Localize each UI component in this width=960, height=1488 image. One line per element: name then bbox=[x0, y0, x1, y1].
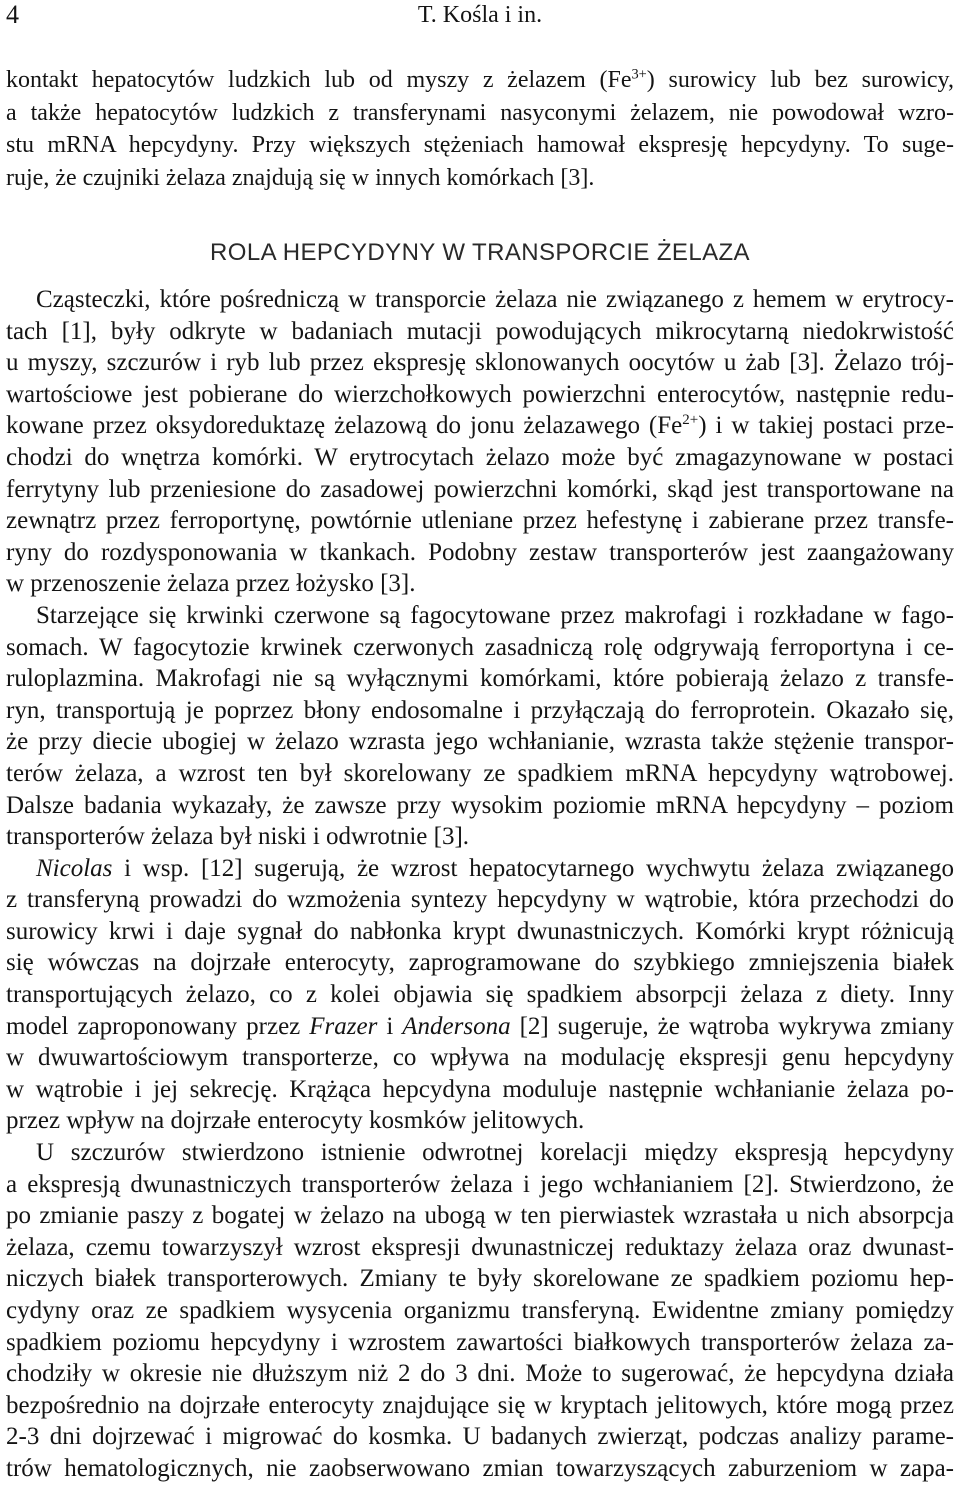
text-run: w wątrobie i jej sekrecję. Krążąca hepcydyna moduluje następnie wchłanianie żelaza po- bbox=[6, 1075, 954, 1103]
text-run: a także hepatocytów ludzkich z transferynami nasyconymi żelazem, nie powodował wzro- bbox=[6, 99, 954, 126]
text-run: wartościowe jest pobierane do wierzchołkowych powierzchni enterocytów, następnie redu- bbox=[6, 380, 954, 408]
text-line bbox=[6, 97, 954, 130]
text-run: u myszy, szczurów i ryb lub przez ekspresję sklonowanych oocytów u żab [3]. Żelazo trój- bbox=[6, 349, 954, 377]
text-line bbox=[6, 1358, 954, 1390]
text-line bbox=[6, 316, 954, 348]
text-line bbox=[6, 1074, 954, 1106]
text-run: Dalsze badania wykazały, że zawsze przy wysokim poziomie mRNA hepcydyny – poziom bbox=[6, 791, 954, 819]
text-line bbox=[6, 1263, 954, 1295]
text-run: tach [1], były odkryte w badaniach mutacji powodujących mikrocytarną niedokrwistość bbox=[6, 317, 954, 345]
text-line bbox=[6, 505, 954, 537]
text-run: ruloplazmina. Makrofagi nie są wyłącznymi komórkami, które pobierają żelazo z transfe- bbox=[6, 665, 954, 693]
text-line bbox=[6, 600, 954, 632]
text-run: ) i w takiej postaci prze- bbox=[698, 412, 954, 440]
text-line bbox=[6, 1169, 954, 1201]
text-run: że przy diecie ubogiej w żelazo wzrasta jego wchłanianie, wzrasta także stężenie transpor- bbox=[6, 728, 954, 756]
text-run: spadkiem poziomu hepcydyny i wzrostem zawartości białkowych transporterów żelaza za- bbox=[6, 1328, 954, 1356]
text-line bbox=[6, 284, 954, 316]
text-run: ) surowicy lub bez surowicy, bbox=[646, 67, 954, 93]
text-line bbox=[6, 162, 954, 195]
text-run: model zaproponowany przez bbox=[6, 1012, 310, 1040]
paragraph-iron-transport bbox=[6, 284, 954, 600]
text-run: z transferyną prowadzi do wzmożenia syntezy hepcydyny w wątrobie, która przechodzi do bbox=[6, 886, 954, 914]
text-run: 2-3 dni dojrzewać i migrować do kosmka. U badanych zwierząt, podczas analizy parame- bbox=[6, 1423, 954, 1451]
text-run: surowicy krwi i daje sygnał do nabłonka krypt dwunastniczych. Komórki krypt różnicują bbox=[6, 917, 954, 945]
text-run: po zmianie paszy z bogatej w żelazo na ubogą w ten pierwiastek wzrastała u nich absorpcja bbox=[6, 1202, 954, 1230]
text-line bbox=[6, 853, 954, 885]
text-run: somach. W fagocytozie krwinek czerwonych zasadniczą rolę odgrywają ferroportyna i ce- bbox=[6, 633, 954, 661]
text-line bbox=[6, 1105, 954, 1137]
text-run: Starzejące się krwinki czerwone są fagocytowane przez makrofagi i rozkładane w fago- bbox=[36, 601, 954, 629]
page-number: 4 bbox=[6, 0, 19, 29]
text-line bbox=[6, 632, 954, 664]
text-run: ryn, transportują je poprzez błony endosomalne i przyłączają do ferroprotein. Okazało się, bbox=[6, 696, 954, 724]
text-run: ferrytyny lub przeniesione do zasadowej powierzchni komórki, skąd jest transportowane na bbox=[6, 475, 954, 503]
paragraph-nicolas-model bbox=[6, 853, 954, 1137]
text-line bbox=[6, 1327, 954, 1359]
text-line bbox=[6, 379, 954, 411]
text-run: terów żelaza, a wzrost ten był skorelowany ze spadkiem mRNA hepcydyny wątrobowej. bbox=[6, 759, 954, 787]
text-line bbox=[6, 1390, 954, 1422]
text-line bbox=[6, 695, 954, 727]
text-line bbox=[6, 1011, 954, 1043]
text-run: i bbox=[377, 1012, 403, 1040]
body-text bbox=[6, 284, 954, 1485]
text-line bbox=[6, 947, 954, 979]
text-run: bezpośrednio na dojrzałe enterocyty znajdujące się w kryptach jelitowych, które mogą przez bbox=[6, 1391, 954, 1419]
text-line bbox=[6, 663, 954, 695]
text-run: chodzi do wnętrza komórki. W erytrocytach żelazo może być zmagazynowane w postaci bbox=[6, 443, 954, 471]
text-run: [2] sugeruje, że wątroba wykrywa zmiany bbox=[510, 1012, 954, 1040]
text-run: trów hematologicznych, nie zaobserwowano zmian towarzyszących zaburzeniom w zapa- bbox=[6, 1454, 954, 1482]
text-run: się wówczas na dojrzałe enterocyty, zaprogramowane do szybkiego zmniejszenia białek bbox=[6, 949, 954, 977]
italic-author-name: Nicolas bbox=[36, 854, 113, 882]
superscript-charge: 2+ bbox=[682, 412, 699, 429]
text-line bbox=[6, 821, 954, 853]
text-line bbox=[6, 129, 954, 162]
text-run: ryny do rozdysponowania w tkankach. Podobny zestaw transporterów jest zaangażowany bbox=[6, 538, 954, 566]
text-run: kontakt hepatocytów ludzkich lub od myszy z żelazem (Fe bbox=[6, 67, 632, 93]
text-line bbox=[6, 790, 954, 822]
section-heading: ROLA HEPCYDYNY W TRANSPORCIE ŻELAZA bbox=[210, 239, 750, 266]
paragraph-rat-studies bbox=[6, 1137, 954, 1485]
text-run: w dwuwartościowym transporterze, co wpływa na modulację ekspresji genu hepcydyny bbox=[6, 1044, 954, 1072]
text-line bbox=[6, 442, 954, 474]
text-line bbox=[6, 758, 954, 790]
text-line bbox=[6, 916, 954, 948]
text-run: chodziły w okresie nie dłuższym niż 2 do 3 dni. Może to sugerować, że hepcydyna działa bbox=[6, 1360, 954, 1388]
text-line bbox=[6, 1042, 954, 1074]
text-line bbox=[6, 1295, 954, 1327]
text-line bbox=[6, 64, 954, 97]
paragraph-macrophages bbox=[6, 600, 954, 853]
text-run: żelaza, czemu towarzyszył wzrost ekspresji dwunastniczej reduktazy żelaza oraz dwunast- bbox=[6, 1233, 954, 1261]
running-header bbox=[6, 0, 954, 30]
text-run: U szczurów stwierdzono istnienie odwrotnej korelacji między ekspresją hepcydyny bbox=[36, 1139, 954, 1167]
text-run: kowane przez oksydoreduktazę żelazową do jonu żelazawego (Fe bbox=[6, 412, 683, 440]
text-run: przez wpływ na dojrzałe enterocyty kosmków jelitowych. bbox=[6, 1107, 585, 1135]
text-line bbox=[6, 1137, 954, 1169]
italic-author-name: Andersona bbox=[402, 1012, 511, 1040]
text-run: transportujących żelazo, co z kolei objawia się spadkiem absorpcji żelaza z diety. Inny bbox=[6, 981, 954, 1009]
running-title: T. Kośla i in. bbox=[417, 2, 543, 28]
text-run: i wsp. [12] sugerują, że wzrost hepatocytarnego wychwytu żelaza związanego bbox=[112, 854, 954, 882]
italic-author-name: Frazer bbox=[309, 1012, 378, 1040]
superscript-charge: 3+ bbox=[631, 66, 647, 83]
text-run: zewnątrz przez ferroportynę, powtórnie utleniane przez hefestynę i zabierane przez transfe- bbox=[6, 507, 954, 535]
text-run: niczych białek transporterowych. Zmiany te były skorelowane ze spadkiem poziomu hep- bbox=[6, 1265, 954, 1293]
text-line bbox=[6, 726, 954, 758]
text-line bbox=[6, 474, 954, 506]
text-line bbox=[6, 347, 954, 379]
text-line bbox=[6, 884, 954, 916]
paragraph-continued bbox=[6, 64, 954, 194]
text-run: a ekspresją dwunastniczych transporterów żelaza i jego wchłanianiem [2]. Stwierdzono, że bbox=[6, 1170, 954, 1198]
text-line bbox=[6, 1421, 954, 1453]
text-run: transporterów żelaza był niski i odwrotnie [3]. bbox=[6, 823, 470, 851]
text-line bbox=[6, 568, 954, 600]
text-line bbox=[6, 1232, 954, 1264]
text-line bbox=[6, 1200, 954, 1232]
text-line bbox=[6, 410, 954, 442]
text-run: ruje, że czujniki żelaza znajdują się w innych komórkach [3]. bbox=[6, 164, 595, 191]
text-run: w przenoszenie żelaza przez łożysko [3]. bbox=[6, 570, 416, 598]
text-line bbox=[6, 979, 954, 1011]
text-line bbox=[6, 1453, 954, 1485]
text-run: cydyny oraz ze spadkiem wysycenia organizmu transferyną. Ewidentne zmiany pomiędzy bbox=[6, 1297, 954, 1324]
text-run: stu mRNA hepcydyny. Przy większych stężeniach hamował ekspresję hepcydyny. To suge- bbox=[6, 132, 954, 159]
text-run: Cząsteczki, które pośredniczą w transporcie żelaza nie związanego z hemem w erytrocy- bbox=[36, 286, 954, 313]
text-line bbox=[6, 537, 954, 569]
